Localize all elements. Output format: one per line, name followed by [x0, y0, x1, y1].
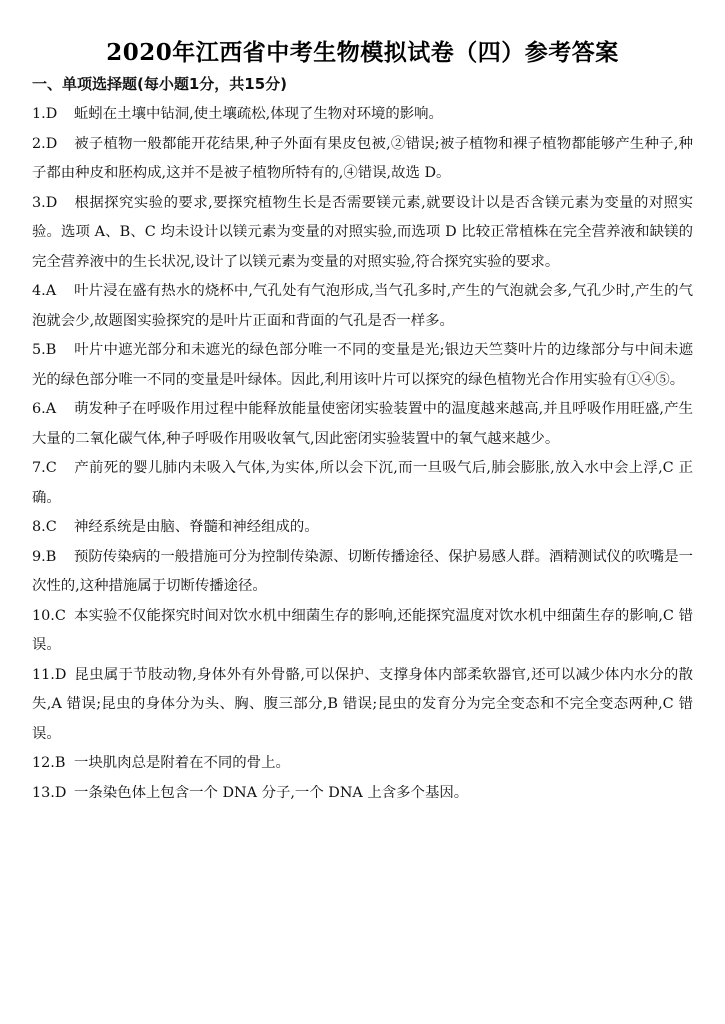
answer-item — [32, 779, 693, 809]
answer-item — [32, 100, 693, 130]
answer-number: 10.C — [32, 607, 66, 624]
answer-item — [32, 336, 693, 395]
answer-item — [32, 543, 693, 602]
answer-item — [32, 189, 693, 278]
answer-number: 1.D — [32, 106, 58, 122]
answer-item — [32, 277, 693, 336]
answer-item — [32, 661, 693, 750]
answer-number: 8.C — [32, 519, 57, 535]
answer-item — [32, 602, 693, 661]
answer-explanation: 预防传染病的一般措施可分为控制传染源、切断传播途径、保护易感人群。酒精测试仪的吹嘴是一次性的,这种措施属于切断传播途径。 — [32, 548, 693, 594]
page-title: 2020年江西省中考生物模拟试卷（四）参考答案 — [106, 39, 619, 66]
answer-explanation: 昆虫属于节肢动物,身体外有外骨骼,可以保护、支撑身体内部柔软器官,还可以减少体内水分的散失,A 错误;昆虫的身体分为头、胸、腹三部分,B 错误;昆虫的发育分为完全变态和不完全变态两种,C 错误。 — [32, 666, 693, 742]
answer-number: 3.D — [32, 194, 58, 211]
answer-explanation: 根据探究实验的要求,要探究植物生长是否需要镁元素,就要设计以是否含镁元素为变量的对照实验。选项 A、B、C 均未设计以镁元素为变量的对照实验,而选项 D 比较正常植株在完全营养液和缺镁的完全营养液中的生长状况,设计了以镁元素为变量的对照实验,符合探究实验的要求。 — [32, 194, 693, 270]
answer-explanation: 一块肌肉总是附着在不同的骨上。 — [74, 755, 290, 771]
answer-number: 5.B — [32, 342, 57, 358]
answer-number: 4.A — [32, 283, 57, 299]
answer-explanation: 一条染色体上包含一个 DNA 分子,一个 DNA 上含多个基因。 — [74, 784, 469, 801]
answer-item — [32, 749, 693, 779]
answer-number: 9.B — [32, 548, 57, 565]
answer-explanation: 神经系统是由脑、脊髓和神经组成的。 — [74, 519, 319, 535]
answer-item — [32, 513, 693, 543]
answer-explanation: 萌发种子在呼吸作用过程中能释放能量使密闭实验装置中的温度越来越高,并且呼吸作用旺盛,产生大量的二氧化碳气体,种子呼吸作用吸收氧气,因此密闭实验装置中的氧气越来越少。 — [32, 401, 693, 447]
answer-number: 13.D — [32, 784, 67, 801]
answer-explanation: 被子植物一般都能开花结果,种子外面有果皮包被,②错误;被子植物和裸子植物都能够产生种子,种子都由种皮和胚构成,这并不是被子植物所特有的,④错误,故选 D。 — [32, 135, 693, 181]
answer-item — [32, 130, 693, 189]
answer-explanation: 叶片浸在盛有热水的烧杯中,气孔处有气泡形成,当气孔多时,产生的气泡就会多,气孔少时,产生的气泡就会少,故题图实验探究的是叶片正面和背面的气孔是否一样多。 — [32, 283, 693, 329]
answer-number: 6.A — [32, 401, 57, 417]
answer-explanation: 叶片中遮光部分和未遮光的绿色部分唯一不同的变量是光;银边天竺葵叶片的边缘部分与中间未遮光的绿色部分唯一不同的变量是叶绿体。因此,利用该叶片可以探究的绿色植物光合作用实验有①④⑤。 — [32, 342, 693, 388]
answer-number: 7.C — [32, 460, 57, 476]
answer-explanation: 产前死的婴儿肺内未吸入气体,为实体,所以会下沉,而一旦吸气后,肺会膨胀,放入水中会上浮,C 正确。 — [32, 460, 693, 506]
answer-list — [32, 100, 693, 808]
answer-item — [32, 454, 693, 513]
section-heading: 一、单项选择题(每小题1分，共15分) — [32, 75, 288, 93]
answer-number: 12.B — [32, 755, 66, 771]
answer-number: 11.D — [32, 666, 67, 683]
answer-explanation: 本实验不仅能探究时间对饮水机中细菌生存的影响,还能探究温度对饮水机中细菌生存的影响,C 错误。 — [32, 607, 693, 653]
answer-item — [32, 395, 693, 454]
answer-explanation: 蚯蚓在土壤中钻洞,使土壤疏松,体现了生物对环境的影响。 — [74, 106, 443, 122]
answer-number: 2.D — [32, 135, 58, 152]
